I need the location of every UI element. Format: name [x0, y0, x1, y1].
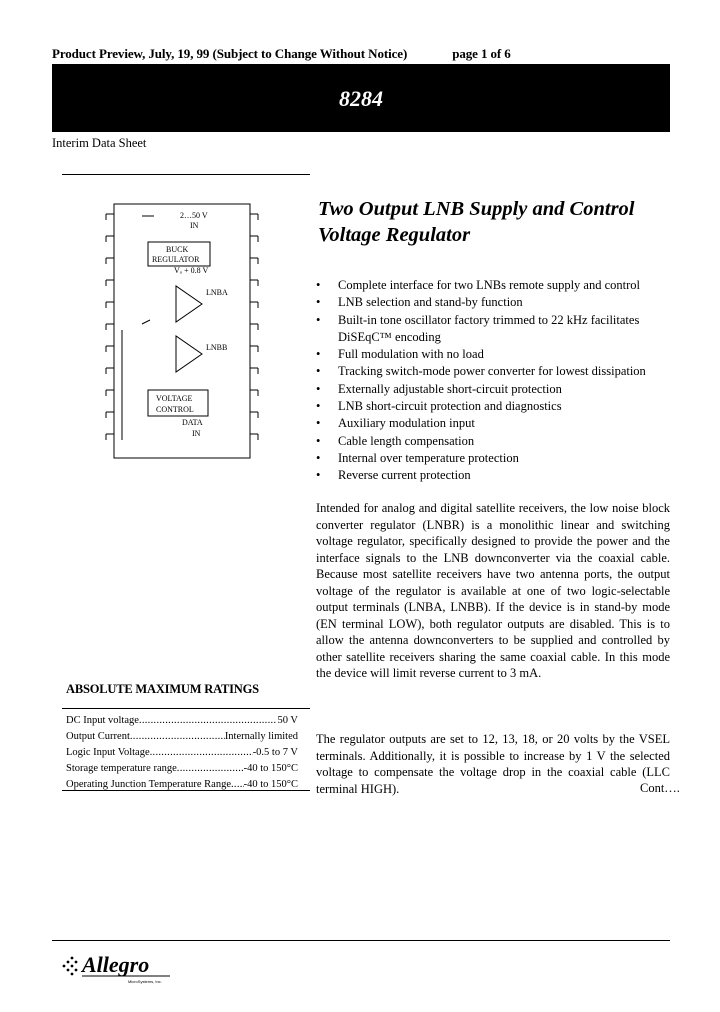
- ratings-divider-bottom: [62, 790, 310, 791]
- description-paragraph-2: The regulator outputs are set to 12, 13, 18, or 20 volts by the VSEL terminals. Additionally, it is possible to increase by 1 V the selected voltage to compensate the voltage drop in the coaxial cable (LLC terminal HIGH).: [316, 732, 670, 796]
- feature-list: [316, 277, 678, 485]
- right-pins: [250, 214, 258, 440]
- rating-value: -40 to 150°C: [243, 779, 298, 790]
- data-label: DATA: [182, 418, 203, 427]
- rating-label: DC Input voltage: [66, 715, 139, 726]
- vc-label-1: VOLTAGE: [156, 394, 193, 403]
- left-pins: [106, 214, 114, 440]
- lnbb-label: LNBB: [206, 343, 228, 352]
- feature-item: • Complete interface for two LNBs remote supply and control: [316, 277, 678, 294]
- feature-item: • LNB selection and stand-by function: [316, 294, 678, 311]
- feature-item: • Internal over temperature protection: [316, 450, 678, 467]
- continued-label: Cont….: [640, 781, 680, 795]
- ratings-title: ABSOLUTE MAXIMUM RATINGS: [66, 682, 259, 696]
- rating-value: 50 V: [277, 715, 298, 726]
- rating-value: -0.5 to 7 V: [252, 747, 298, 758]
- rating-label: Storage temperature range: [66, 763, 177, 774]
- ratings-table: [66, 713, 298, 793]
- block-diagram: [94, 200, 274, 462]
- page-number: page 1 of 6: [452, 46, 511, 61]
- lnbb-amplifier: [176, 336, 202, 372]
- feature-item: • Auxiliary modulation input: [316, 415, 678, 432]
- feature-item: • Externally adjustable short-circuit protection: [316, 381, 678, 398]
- rating-value: Internally limited: [224, 731, 298, 742]
- allegro-logo: [58, 944, 188, 984]
- rating-row: [66, 761, 298, 777]
- title-banner: [52, 64, 670, 132]
- vc-label-2: CONTROL: [156, 405, 194, 414]
- ratings-divider-top: [62, 708, 310, 709]
- footer-divider: [52, 940, 670, 941]
- rating-row: [66, 745, 298, 761]
- interim-label: Interim Data Sheet: [52, 136, 147, 150]
- preview-line: Product Preview, July, 19, 99 (Subject to Change Without Notice): [52, 46, 408, 61]
- data-in-label: IN: [192, 429, 201, 438]
- in-label: IN: [190, 221, 199, 230]
- divider: [62, 174, 310, 175]
- vo-label: Vₒ + 0.8 V: [174, 266, 209, 275]
- rating-label: Logic Input Voltage: [66, 747, 150, 758]
- rating-row: [66, 713, 298, 729]
- part-number: 8284: [339, 86, 383, 111]
- rating-value: -40 to 150°C: [243, 763, 298, 774]
- feature-item: • Built-in tone oscillator factory trimmed to 22 kHz facilitates DiSEqC™ encoding: [316, 312, 678, 347]
- logo-text: Allegro: [82, 952, 150, 977]
- document-title: Two Output LNB Supply and Control Voltage Regulator: [318, 198, 635, 246]
- feature-item: • Cable length compensation: [316, 433, 678, 450]
- feature-item: • Full modulation with no load: [316, 346, 678, 363]
- feature-item: • LNB short-circuit protection and diagnostics: [316, 398, 678, 415]
- logo-subtext: MicroSystems, Inc.: [128, 979, 162, 984]
- description-paragraph-1: Intended for analog and digital satellite receivers, the low noise block converter regulator (LNBR) is a monolithic linear and switching voltage regulator, specifically designed to provide the power and the interface signals to the LNB downconverter via the coaxial cable. Because most satellite receivers have two antenna ports, the output voltage of the regulator is available at one of two logic-selectable output terminals (LNBA, LNBB). If the device is in stand-by mode (EN terminal LOW), both regulator outputs are disabled. This is to allow the antenna downconverters to be supplied and controlled by other satellite receivers sharing the same coaxial cable. In this mode the device will limit reverse current to 3 mA.: [316, 501, 670, 680]
- buck-label-1: BUCK: [166, 245, 189, 254]
- feature-item: • Reverse current protection: [316, 467, 678, 484]
- preview-header: [52, 46, 511, 62]
- buck-label-2: REGULATOR: [152, 255, 200, 264]
- rating-row: [66, 729, 298, 745]
- vin-label: 2…50 V: [180, 211, 208, 220]
- feature-item: • Tracking switch-mode power converter for lowest dissipation: [316, 363, 678, 380]
- lnba-label: LNBA: [206, 288, 228, 297]
- rating-label: Operating Junction Temperature Range: [66, 779, 231, 790]
- lnba-amplifier: [176, 286, 202, 322]
- rating-label: Output Current: [66, 731, 130, 742]
